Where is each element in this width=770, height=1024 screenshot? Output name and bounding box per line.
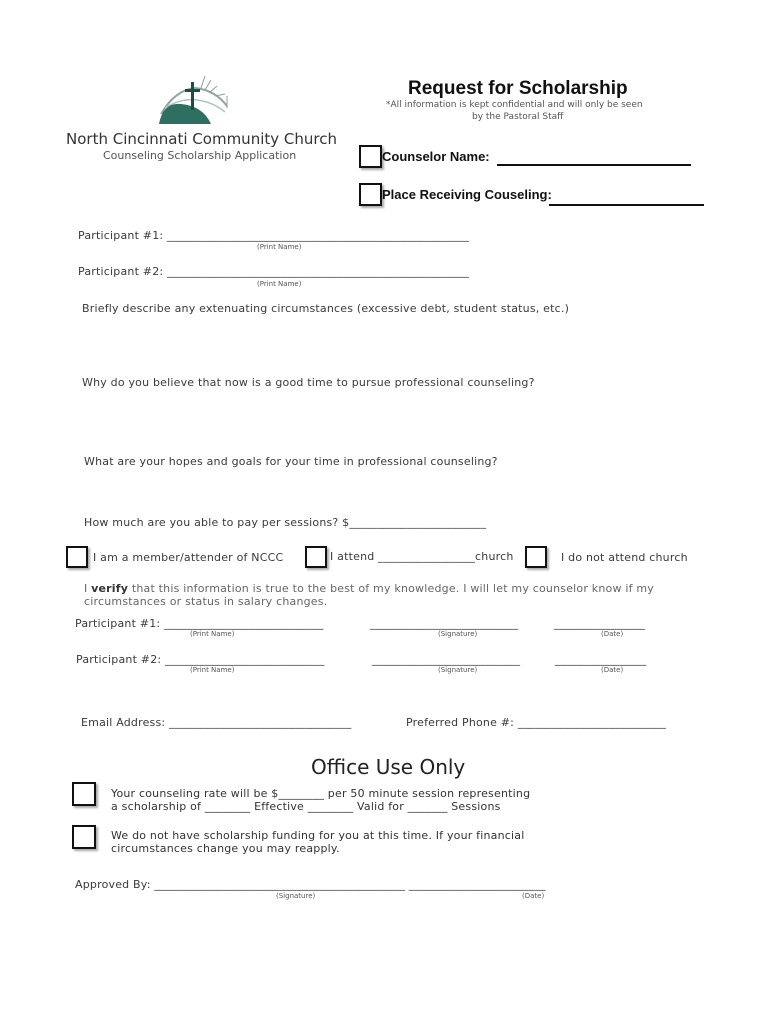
question-goals: What are your hopes and goals for your time in professional counseling? xyxy=(84,455,498,468)
approved-by-field[interactable]: Approved By: ____________________________________________ ________________________ xyxy=(75,878,546,891)
counselor-name-label: Counselor Name: xyxy=(382,149,490,164)
signature-hint-1: (Signature) xyxy=(438,630,478,638)
verify-statement: I verify that this information is true to the best of my knowledge. I will let my counselor know if my xyxy=(84,582,654,595)
signature-line-1[interactable]: __________________________ xyxy=(370,617,519,630)
no-church-label: I do not attend church xyxy=(561,551,688,564)
cross-logo-icon xyxy=(155,68,235,128)
form-subtitle: Counseling Scholarship Application xyxy=(103,149,297,162)
approved-signature-hint: (Signature) xyxy=(276,892,316,900)
form-title: Request for Scholarship xyxy=(408,78,628,99)
no-funding-text-2: circumstances change you may reapply. xyxy=(111,842,340,855)
signature-hint-2: (Signature) xyxy=(438,666,478,674)
question-circumstances: Briefly describe any extenuating circumstances (excessive debt, student status, etc.) xyxy=(82,302,570,315)
question-timing: Why do you believe that now is a good time to pursue professional counseling? xyxy=(82,376,535,389)
member-option-label: I am a member/attender of NCCC xyxy=(93,551,284,564)
print-name-hint-1: (Print Name) xyxy=(257,243,302,251)
church-logo xyxy=(155,68,235,128)
counselor-name-checkbox[interactable] xyxy=(359,145,382,168)
signature-participant-1[interactable]: Participant #1: ____________________________ xyxy=(75,617,324,630)
scholarship-rate-text: Your counseling rate will be $________ per 50 minute session representing xyxy=(111,787,531,800)
print-name-hint-3: (Print Name) xyxy=(190,630,235,638)
counselor-name-field[interactable] xyxy=(497,150,691,166)
verify-statement-2: circumstances or status in salary changes. xyxy=(84,595,328,608)
participant-1-field[interactable]: Participant #1: _____________________________________________________ xyxy=(78,229,470,242)
member-checkbox[interactable] xyxy=(66,546,88,568)
email-field[interactable]: Email Address: ________________________________ xyxy=(81,716,352,729)
no-funding-checkbox[interactable] xyxy=(72,825,96,849)
print-name-hint-2: (Print Name) xyxy=(257,280,302,288)
confidential-note: *All information is kept confidential and will only be seen xyxy=(386,100,643,110)
no-funding-text: We do not have scholarship funding for you at this time. If your financial xyxy=(111,829,525,842)
confidential-note-2: by the Pastoral Staff xyxy=(472,112,564,122)
date-hint-1: (Date) xyxy=(601,630,624,638)
signature-participant-2[interactable]: Participant #2: ____________________________ xyxy=(76,653,325,666)
date-line-1[interactable]: ________________ xyxy=(554,617,646,630)
church-name: North Cincinnati Community Church xyxy=(66,130,337,148)
question-payment[interactable]: How much are you able to pay per sessions? $________________________ xyxy=(84,516,487,529)
scholarship-approved-checkbox[interactable] xyxy=(72,782,96,806)
date-hint-2: (Date) xyxy=(601,666,624,674)
print-name-hint-4: (Print Name) xyxy=(190,666,235,674)
signature-line-2[interactable]: __________________________ xyxy=(372,653,521,666)
no-church-checkbox[interactable] xyxy=(525,546,547,568)
place-receiving-field[interactable] xyxy=(549,190,704,206)
attend-other-checkbox[interactable] xyxy=(305,546,327,568)
date-line-2[interactable]: ________________ xyxy=(555,653,647,666)
approved-date-hint: (Date) xyxy=(522,892,545,900)
scholarship-terms-text: a scholarship of ________ Effective ________ Valid for _______ Sessions xyxy=(111,800,501,813)
attend-other-label[interactable]: I attend _________________church xyxy=(330,550,514,563)
phone-field[interactable]: Preferred Phone #: __________________________ xyxy=(406,716,666,729)
office-use-heading: Office Use Only xyxy=(311,755,466,779)
place-receiving-checkbox[interactable] xyxy=(359,183,382,206)
place-receiving-label: Place Receiving Couseling: xyxy=(382,187,552,202)
participant-2-field[interactable]: Participant #2: _____________________________________________________ xyxy=(78,265,470,278)
